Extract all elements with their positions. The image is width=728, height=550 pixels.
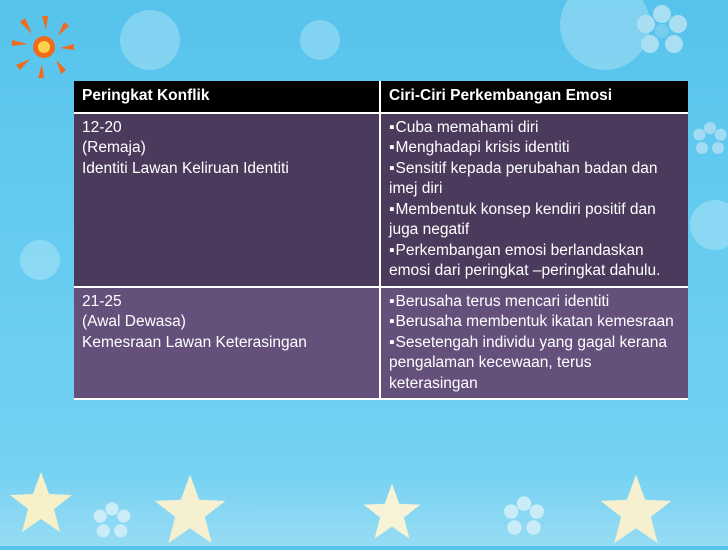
traits-cell: [380, 287, 688, 400]
trait-item: ▪ Perkembangan emosi berlandaskan emosi dari peringkat –peringkat dahulu.: [389, 241, 680, 282]
stage-label: (Awal Dewasa): [82, 313, 186, 330]
trait-item: ▪ Menghadapi krisis identiti: [389, 138, 680, 159]
table-row: [74, 113, 688, 287]
star-icon: [360, 480, 424, 544]
header-cell-stage: Peringkat Konflik: [74, 81, 380, 113]
header-cell-traits: Ciri-Ciri Perkembangan Emosi: [380, 81, 688, 113]
table-row: [74, 287, 688, 400]
star-icon: [150, 470, 230, 550]
flower-icon: [690, 120, 728, 160]
trait-item: ▪ Cuba memahami diri: [389, 118, 680, 139]
traits-cell: [380, 113, 688, 287]
flower-icon: [500, 494, 548, 542]
bubble-decoration: [20, 240, 60, 280]
trait-item: ▪ Berusaha terus mencari identiti: [389, 292, 680, 313]
flower-icon: [632, 2, 692, 62]
stage-label: (Remaja): [82, 139, 146, 156]
star-icon: [596, 470, 676, 550]
stage-conflict: Kemesraan Lawan Keterasingan: [82, 333, 307, 351]
star-icon: [6, 468, 76, 538]
flower-icon: [90, 500, 134, 544]
bubble-decoration: [690, 200, 728, 250]
stage-cell: [74, 113, 380, 287]
trait-item: ▪ Membentuk konsep kendiri positif dan juga negatif: [389, 200, 680, 241]
trait-item: ▪ Sensitif kepada perubahan badan dan imej diri: [389, 159, 680, 200]
sun-icon: [8, 12, 80, 82]
stage-age: 12-20: [82, 118, 122, 136]
stage-conflict: Identiti Lawan Keliruan Identiti: [82, 159, 289, 177]
stage-age: 21-25: [82, 292, 122, 310]
bubble-decoration: [300, 20, 340, 60]
emotion-development-table: [74, 81, 688, 400]
trait-item: ▪ Berusaha membentuk ikatan kemesraan: [389, 312, 680, 333]
bubble-decoration: [120, 10, 180, 70]
table-header-row: [74, 81, 688, 113]
trait-item: ▪ Sesetengah individu yang gagal kerana pengalaman kecewaan, terus keterasingan: [389, 333, 680, 395]
stage-cell: [74, 287, 380, 400]
